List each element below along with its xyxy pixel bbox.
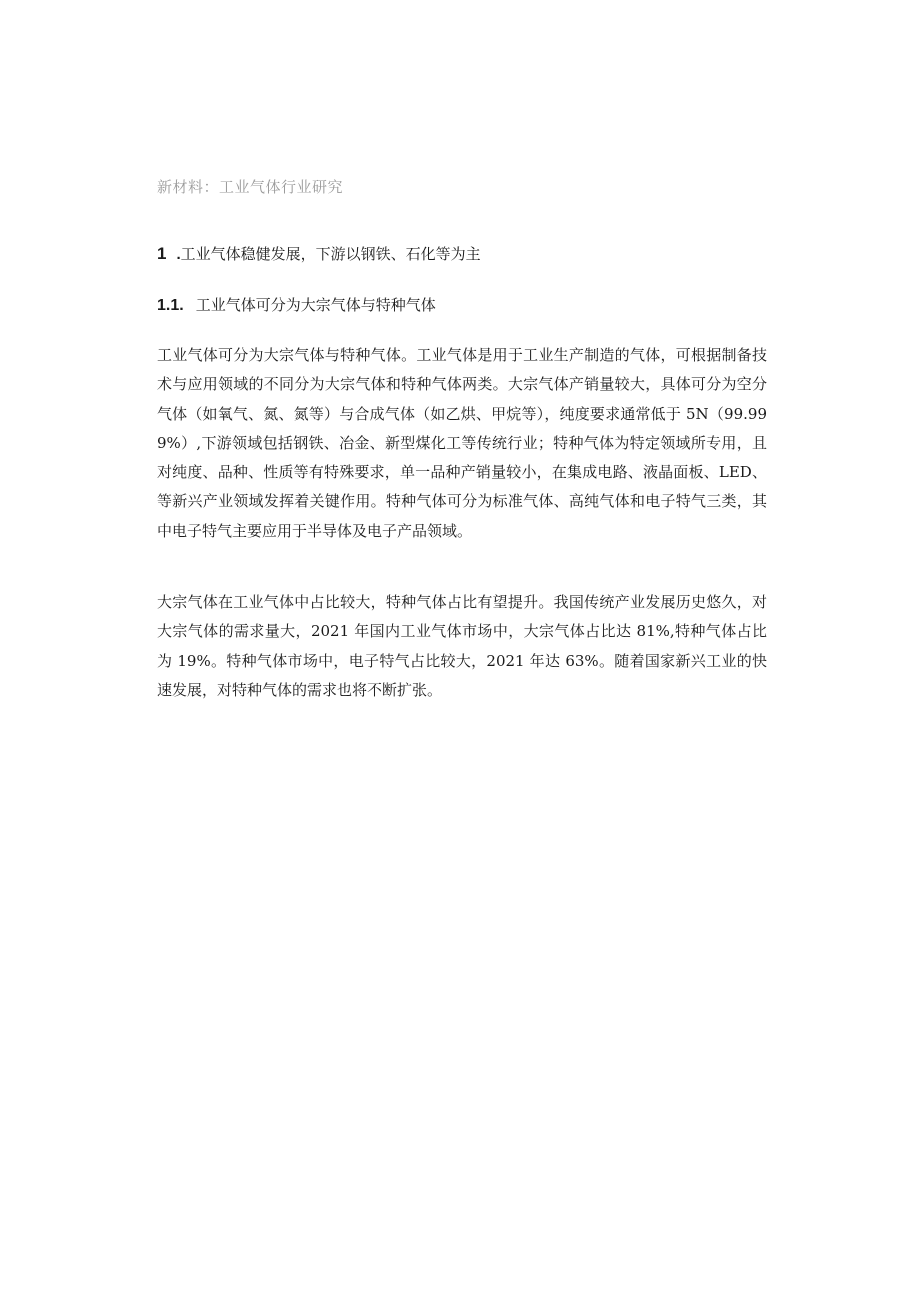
paragraph-1: 工业气体可分为大宗气体与特种气体。工业气体是用于工业生产制造的气体，可根据制备技术与应用领域的不同分为大宗气体和特种气体两类。大宗气体产销量较大，具体可分为空分气体（如氧气、氮、氮等）与合成气体（如乙烘、甲烷等），纯度要求通常低于 5N（99.999%）,下游领域包括钢铁、冶金、新型煤化工等传统行业；特种气体为特定领域所专用，且对纯度、品种、性质等有特殊要求，单一品种产销量较小，在集成电路、液晶面板、LED、等新兴产业领域发挥着关键作用。特种气体可分为标准气体、高纯气体和电子特气三类，其中电子特气主要应用于半导体及电子产品领域。 xyxy=(157,346,767,540)
section-heading-1 xyxy=(157,243,481,264)
subsection-heading-1-1 xyxy=(157,294,436,315)
section-number-dot: . xyxy=(176,246,181,263)
section-title: 工业气体稳健发展，下游以钢铁、石化等为主 xyxy=(180,245,481,263)
subsection-title: 工业气体可分为大宗气体与特种气体 xyxy=(195,296,436,314)
section-number: 1 xyxy=(157,244,167,263)
paragraph-2: 大宗气体在工业气体中占比较大，特种气体占比有望提升。我国传统产业发展历史悠久，对大宗气体的需求量大，2021 年国内工业气体市场中，大宗气体占比达 81%,特种气体占比为 19%。特种气体市场中，电子特气占比较大，2021 年达 63%。随着国家新兴工业的快速发展，对特种气体的需求也将不断扩张。 xyxy=(157,593,767,699)
header-note: 新材料：工业气体行业研究 xyxy=(157,178,344,196)
subsection-number: 1.1. xyxy=(157,297,184,314)
